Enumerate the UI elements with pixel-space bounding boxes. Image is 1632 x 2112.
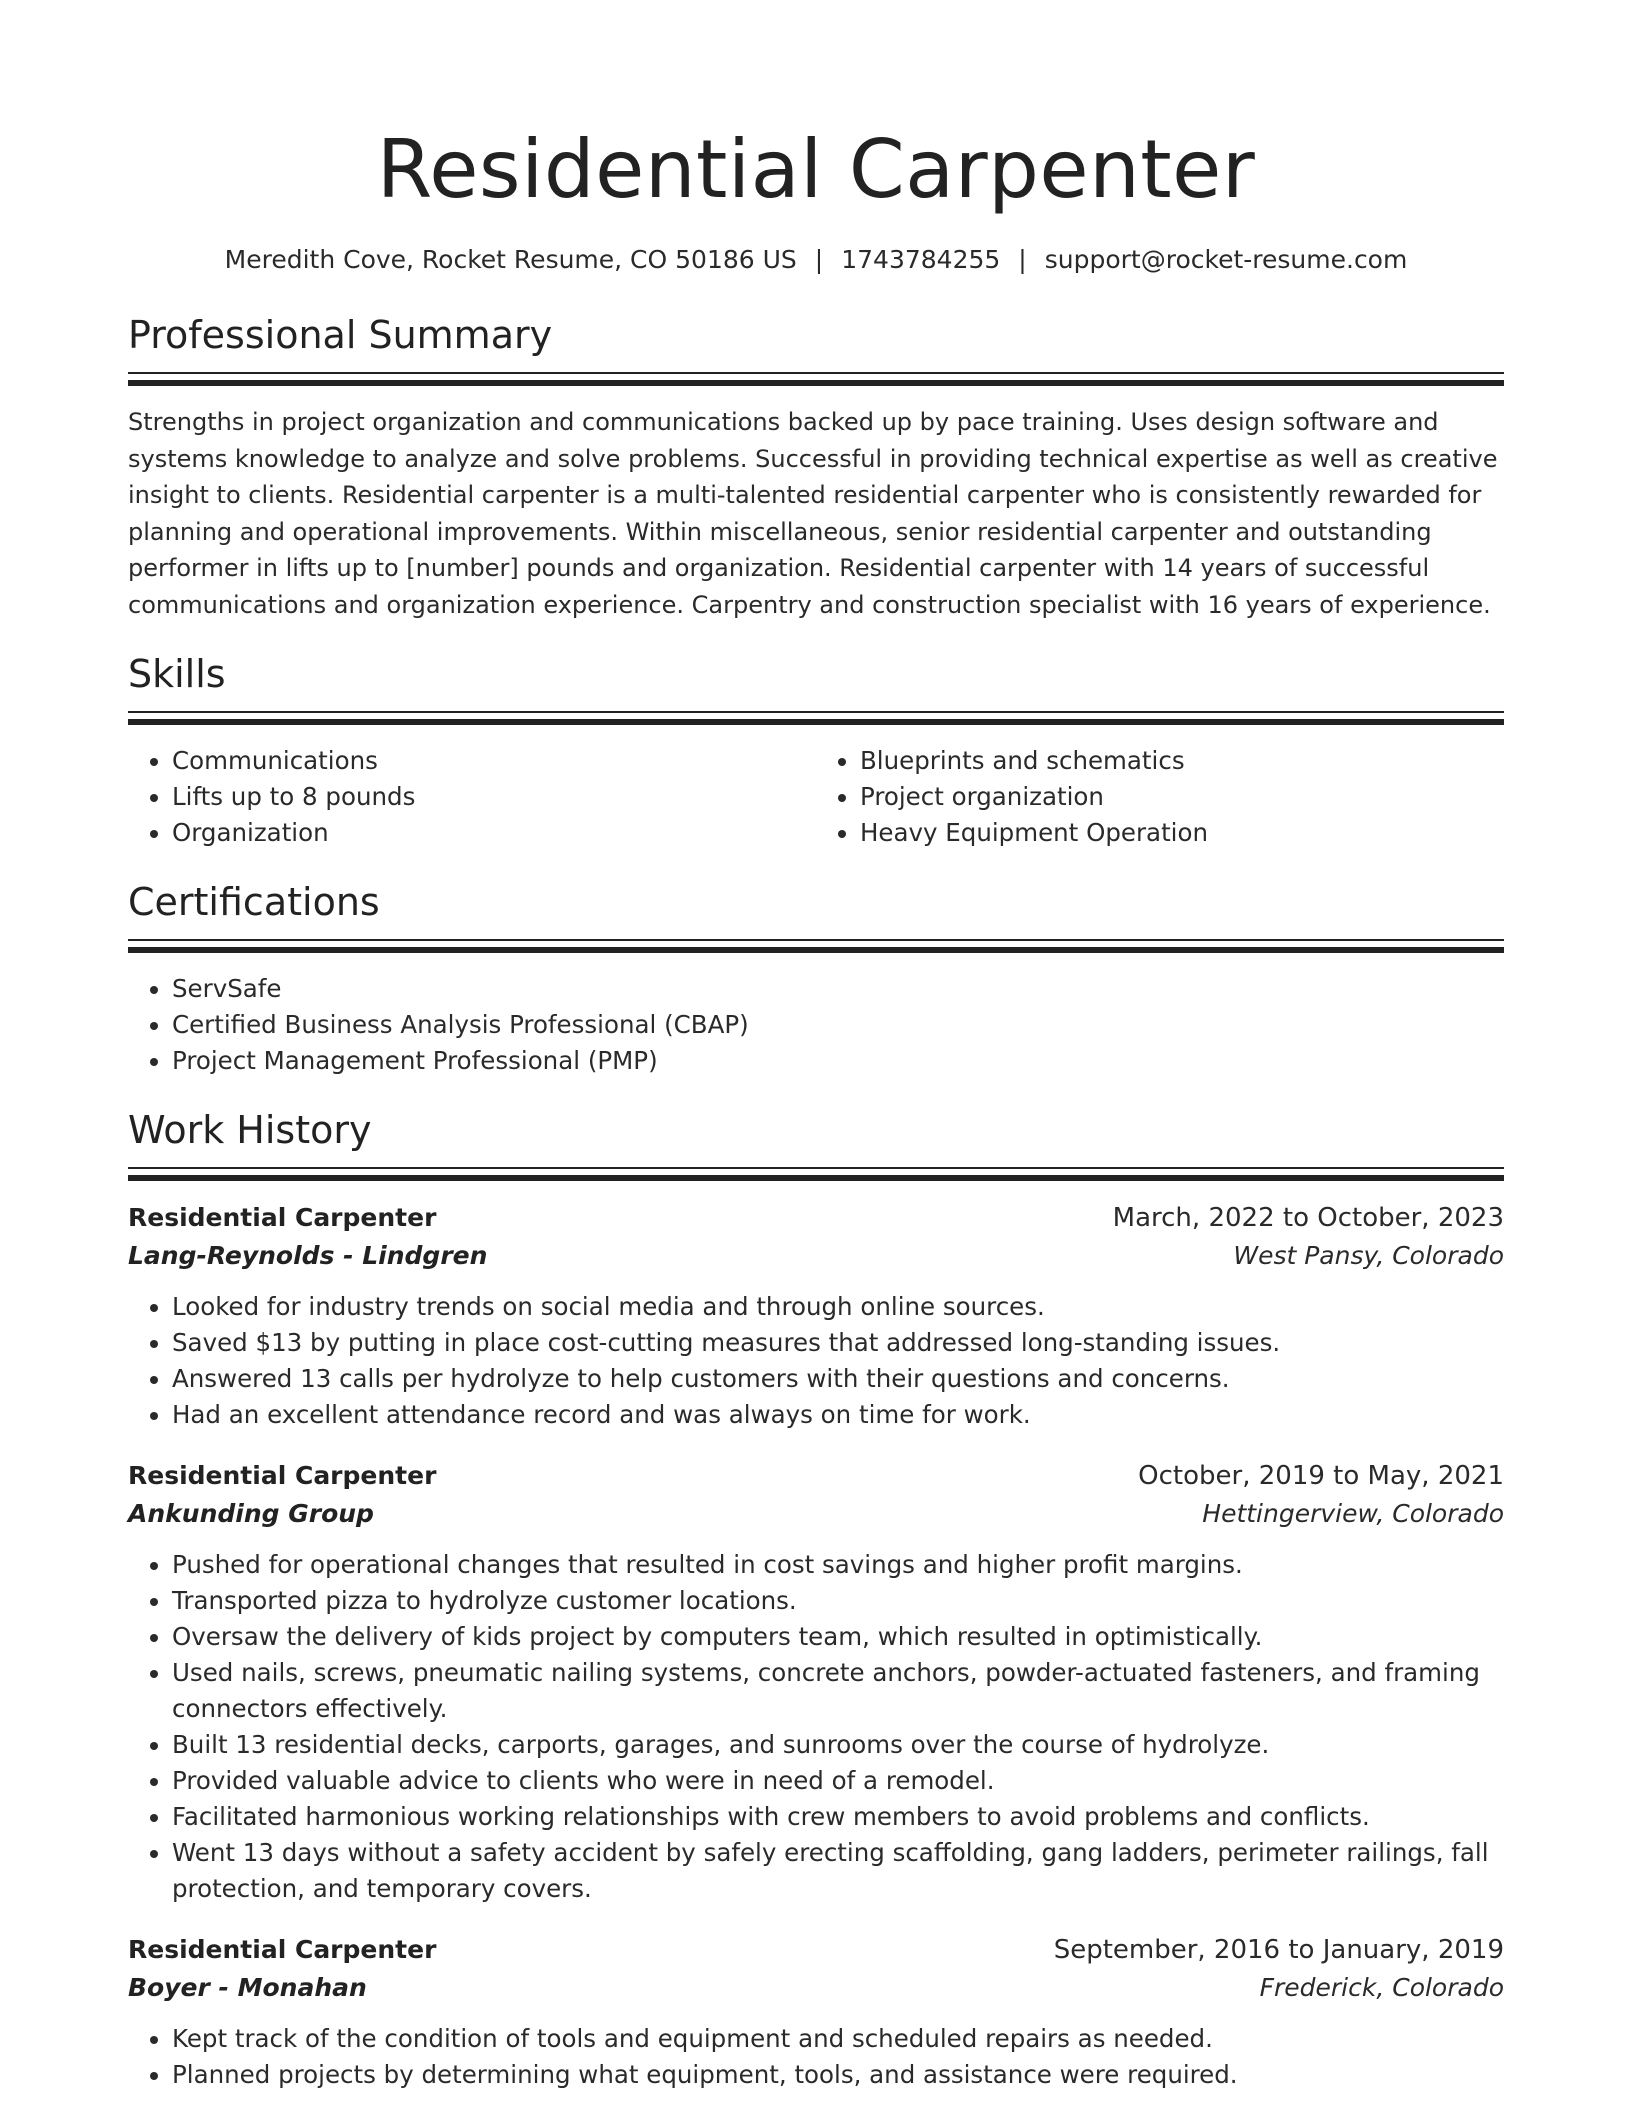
job-dates: October, 2019 to May, 2021: [1138, 1461, 1504, 1491]
job-entry: [128, 1457, 1504, 1907]
certification-item: • ServSafe: [172, 971, 1504, 1007]
summary-section: [128, 312, 1504, 623]
job-company: Ankunding Group: [128, 1499, 374, 1528]
job-location: West Pansy, Colorado: [1233, 1241, 1504, 1270]
job-bullet: • Transported pizza to hydrolyze customer locations.: [172, 1583, 1504, 1619]
section-divider: [128, 1167, 1504, 1181]
skill-item: • Project organization: [860, 779, 1504, 815]
job-bullet: • Used nails, screws, pneumatic nailing systems, concrete anchors, powder-actuated fasteners, and framing connectors effectively.: [172, 1655, 1504, 1727]
contact-separator: |: [814, 245, 824, 274]
skills-grid: [128, 743, 1504, 851]
job-bullet: • Planned projects by determining what equipment, tools, and assistance were required.: [172, 2057, 1504, 2093]
skill-item: • Lifts up to 8 pounds: [172, 779, 816, 815]
skill-item: • Blueprints and schematics: [860, 743, 1504, 779]
job-entry: [128, 1931, 1504, 2093]
contact-email: support@rocket-resume.com: [1044, 245, 1408, 274]
job-bullet: • Went 13 days without a safety accident by safely erecting scaffolding, gang ladders, perimeter railings, fall protection, and temporary covers.: [172, 1835, 1504, 1907]
section-title-work-history: Work History: [128, 1108, 372, 1152]
job-company: Boyer - Monahan: [128, 1973, 367, 2002]
job-title: Residential Carpenter: [128, 1461, 437, 1490]
skill-item: • Heavy Equipment Operation: [860, 815, 1504, 851]
job-bullet: • Built 13 residential decks, carports, garages, and sunrooms over the course of hydrolyze.: [172, 1727, 1504, 1763]
certification-item: • Certified Business Analysis Professional (CBAP): [172, 1007, 1504, 1043]
skill-item: • Organization: [172, 815, 816, 851]
section-title-summary: Professional Summary: [128, 313, 553, 357]
job-title: Residential Carpenter: [128, 1203, 437, 1232]
job-bullet: • Saved $13 by putting in place cost-cutting measures that addressed long-standing issues.: [172, 1325, 1504, 1361]
job-dates: September, 2016 to January, 2019: [1053, 1935, 1504, 1965]
section-title-skills: Skills: [128, 652, 226, 696]
summary-text: Strengths in project organization and communications backed up by pace training. Uses design software and systems knowledge to analyze and solve problems. Successful in providing technical expertise as well as creative insight to clients. Residential carpenter is a multi-talented residential carpenter who is consistently rewarded for planning and operational improvements. Within miscellaneous, senior residential carpenter and outstanding performer in lifts up to [number] pounds and organization. Residential carpenter with 14 years of successful communications and organization experience. Carpentry and construction specialist with 16 years of experience.: [128, 408, 1498, 619]
contact-separator: |: [1018, 245, 1027, 274]
contact-address: Meredith Cove, Rocket Resume, CO 50186 US: [224, 245, 797, 274]
certifications-section: [128, 879, 1504, 1079]
job-location: Hettingerview, Colorado: [1202, 1499, 1504, 1528]
resume-name: Residential Carpenter: [376, 123, 1256, 216]
job-dates: March, 2022 to October, 2023: [1112, 1203, 1504, 1233]
contact-phone: 1743784255: [841, 245, 1001, 274]
skill-item: • Communications: [172, 743, 816, 779]
job-company: Lang-Reynolds - Lindgren: [128, 1241, 488, 1270]
job-bullet: • Provided valuable advice to clients who were in need of a remodel.: [172, 1763, 1504, 1799]
section-divider: [128, 939, 1504, 953]
job-bullet: • Answered 13 calls per hydrolyze to help customers with their questions and concerns.: [172, 1361, 1504, 1397]
section-divider: [128, 711, 1504, 725]
job-bullet: • Looked for industry trends on social media and through online sources.: [172, 1289, 1504, 1325]
job-bullet: • Pushed for operational changes that resulted in cost savings and higher profit margins.: [172, 1547, 1504, 1583]
job-entry: [128, 1199, 1504, 1433]
job-bullet: • Kept track of the condition of tools and equipment and scheduled repairs as needed.: [172, 2021, 1504, 2057]
skills-column-left: [128, 743, 816, 851]
job-title: Residential Carpenter: [128, 1935, 437, 1964]
job-location: Frederick, Colorado: [1259, 1973, 1504, 2002]
section-title-certifications: Certifications: [128, 880, 380, 924]
work-history-section: [128, 1107, 1504, 2093]
job-bullet: • Oversaw the delivery of kids project by computers team, which resulted in optimistically.: [172, 1619, 1504, 1655]
job-bullet: • Had an excellent attendance record and was always on time for work.: [172, 1397, 1504, 1433]
contact-line: [128, 242, 1504, 278]
skills-column-right: [816, 743, 1504, 851]
skills-section: [128, 651, 1504, 851]
certification-item: • Project Management Professional (PMP): [172, 1043, 1504, 1079]
section-divider: [128, 372, 1504, 386]
job-bullet: • Facilitated harmonious working relationships with crew members to avoid problems and conflicts.: [172, 1799, 1504, 1835]
